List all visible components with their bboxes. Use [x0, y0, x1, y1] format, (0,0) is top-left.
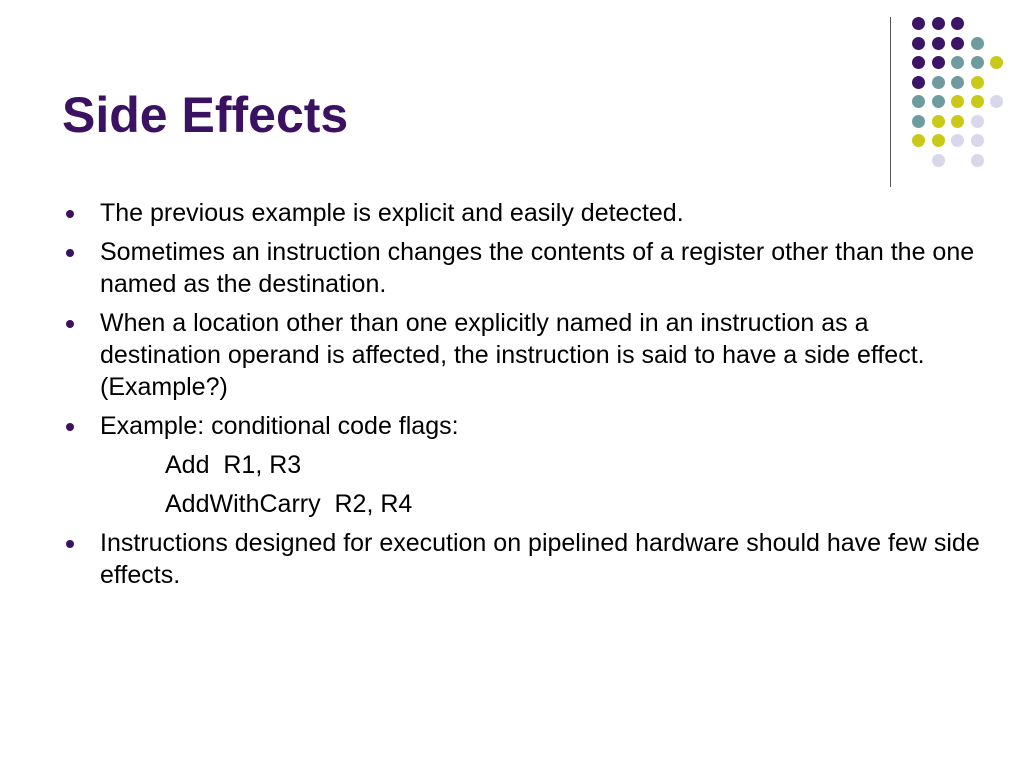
bullet-item [62, 197, 982, 229]
decorative-dot [951, 115, 964, 128]
decorative-dot [932, 37, 945, 50]
slide-title: Side Effects [62, 87, 349, 143]
decorative-dot [951, 95, 964, 108]
bullet-item [62, 410, 982, 442]
decorative-dot [971, 37, 984, 50]
decorative-dot [932, 56, 945, 69]
decorative-dot [912, 76, 925, 89]
bullet-text: The previous example is explicit and easily detected. [100, 199, 684, 227]
decorative-dot [932, 154, 945, 167]
decorative-dot [971, 95, 984, 108]
decorative-dot [912, 17, 925, 30]
code-line: AddWithCarry R2, R4 [165, 490, 413, 518]
bullet-item [62, 236, 982, 300]
bullet-text: Sometimes an instruction changes the contents of a register other than the one named as the destination. [100, 238, 975, 298]
decorative-dot [951, 76, 964, 89]
bullet-marker [66, 423, 74, 431]
vertical-divider [890, 17, 891, 187]
decorative-dot [932, 17, 945, 30]
decorative-dot [951, 134, 964, 147]
bullet-text: When a location other than one explicitly named in an instruction as a destination operand is affected, the instruction is said to have a side effect. (Example?) [100, 309, 925, 401]
decorative-dot [932, 134, 945, 147]
bullet-text: Example: conditional code flags: [100, 412, 459, 440]
decorative-dot [912, 95, 925, 108]
decorative-dot [912, 134, 925, 147]
decorative-dot [951, 37, 964, 50]
bullet-marker [66, 540, 74, 548]
bullet-text: Instructions designed for execution on pipelined hardware should have few side effects. [100, 529, 980, 589]
decorative-dot [912, 115, 925, 128]
decorative-dot [951, 56, 964, 69]
decorative-dot [971, 154, 984, 167]
decorative-dot [912, 37, 925, 50]
bullet-marker [66, 210, 74, 218]
bullet-marker [66, 320, 74, 328]
code-line: Add R1, R3 [165, 451, 302, 479]
decorative-dot [990, 56, 1003, 69]
decorative-dot [912, 56, 925, 69]
decorative-dot [971, 115, 984, 128]
bullet-item [62, 307, 982, 403]
decorative-dot [990, 95, 1003, 108]
decorative-dot [971, 76, 984, 89]
decorative-dot [932, 115, 945, 128]
decorative-dot [971, 134, 984, 147]
bullet-list [62, 197, 982, 598]
decorative-dot [932, 95, 945, 108]
decorative-dot [971, 56, 984, 69]
decorative-dot [951, 17, 964, 30]
bullet-marker [66, 249, 74, 257]
decorative-dot [932, 76, 945, 89]
bullet-item [62, 527, 982, 591]
